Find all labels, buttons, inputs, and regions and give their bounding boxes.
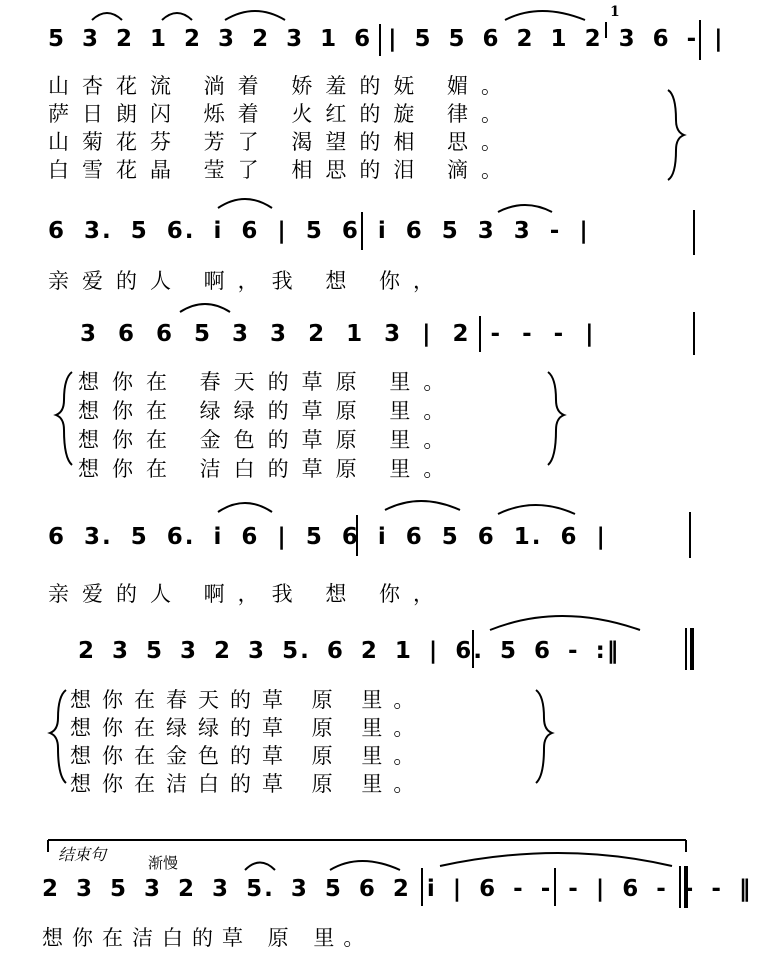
notation-line-3: 3 6 6 5 3 3 2 1 3 | 2 - - - | bbox=[80, 321, 596, 347]
verse-3-line-4: 想你在 洁白的草原 里。 bbox=[78, 457, 458, 481]
verse-5-line-4: 想你在洁白的草 原 里。 bbox=[70, 772, 426, 796]
verse-3-line-2: 想你在 绿绿的草原 里。 bbox=[78, 399, 458, 423]
volta-1-label: 1 bbox=[610, 4, 620, 20]
notation-line-4: 6 3. 5 6. i 6 | 5 6 i 6 5 6 1. 6 | bbox=[48, 524, 607, 550]
notation-ending: 2 3 5 3 2 3 5. 3 5 6 2 i | 6 - - - | 6 - - - ‖ bbox=[42, 876, 753, 902]
verse-1-line-4: 白雪花晶 莹了 相思的泪 滴。 bbox=[48, 158, 516, 182]
verse-5-line-2: 想你在绿绿的草 原 里。 bbox=[70, 716, 426, 740]
tempo-marking: 渐慢 bbox=[148, 854, 179, 872]
lyric-ending: 想你在洁白的草 原 里。 bbox=[42, 926, 374, 950]
verse-1-line-1: 山杏花流 淌着 娇羞的妩 媚。 bbox=[48, 74, 516, 98]
notation-line-1: 5 3 2 1 2 3 2 3 1 6 | 5 5 6 2 1 2 3 6 - | bbox=[48, 26, 725, 52]
verse-3-line-3: 想你在 金色的草原 里。 bbox=[78, 428, 458, 452]
ending-label: 结束句 bbox=[58, 845, 107, 864]
verse-5-line-1: 想你在春天的草 原 里。 bbox=[70, 688, 426, 712]
lyric-line-4: 亲爱的人 啊，我 想 你， bbox=[48, 582, 448, 606]
verse-3-line-1: 想你在 春天的草原 里。 bbox=[78, 370, 458, 394]
lyric-line-2: 亲爱的人 啊，我 想 你， bbox=[48, 269, 448, 293]
notation-line-5: 2 3 5 3 2 3 5. 6 2 1 | 6. 5 6 - :‖ bbox=[78, 638, 621, 664]
verse-5-line-3: 想你在金色的草 原 里。 bbox=[70, 744, 426, 768]
verse-1-line-3: 山菊花芬 芳了 渴望的相 思。 bbox=[48, 130, 516, 154]
verse-1-line-2: 萨日朗闪 烁着 火红的旋 律。 bbox=[48, 102, 516, 126]
notation-line-2: 6 3. 5 6. i 6 | 5 6 i 6 5 3 3 - | bbox=[48, 218, 590, 244]
